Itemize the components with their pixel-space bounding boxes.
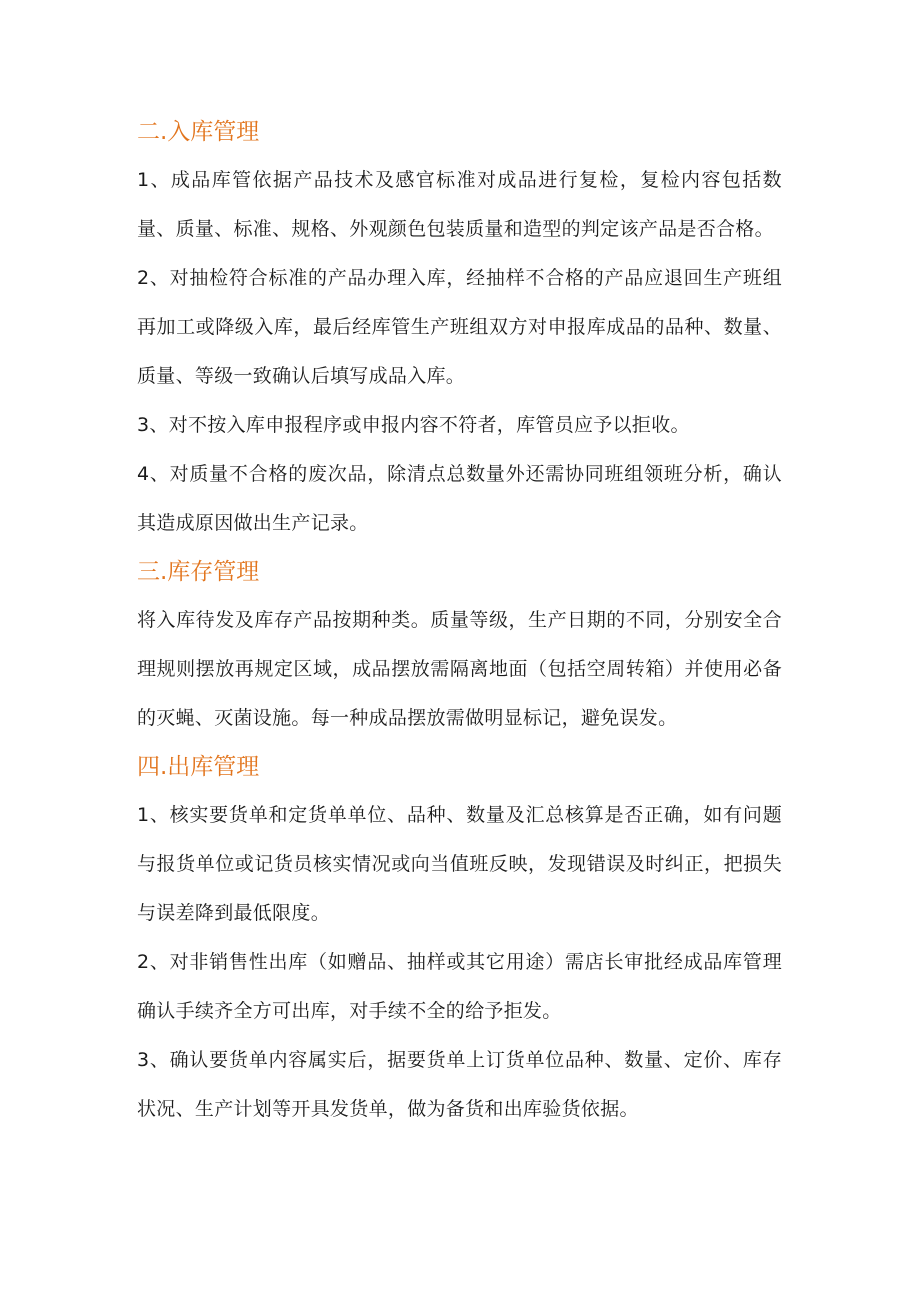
section-inbound — [137, 108, 782, 548]
section-heading-outbound: 四.出库管理 — [137, 754, 260, 780]
section-heading-inbound: 二.入库管理 — [137, 119, 260, 145]
paragraph: 4、对质量不合格的废次品，除清点总数量外还需协同班组领班分析，确认其造成原因做出生产记录。 — [137, 463, 782, 534]
paragraph: 3、对不按入库申报程序或申报内容不符者，库管员应予以拒收。 — [137, 414, 690, 436]
paragraph: 3、确认要货单内容属实后，据要货单上订货单位品种、数量、定价、库存状况、生产计划等开具发货单，做为备货和出库验货依据。 — [137, 1049, 782, 1120]
section-inventory — [137, 548, 782, 743]
paragraph: 1、核实要货单和定货单单位、品种、数量及汇总核算是否正确，如有问题与报货单位或记货员核实情况或向当值班反映，发现错误及时纠正，把损失与误差降到最低限度。 — [137, 804, 782, 924]
paragraph: 2、对非销售性出库（如赠品、抽样或其它用途）需店长审批经成品库管理确认手续齐全方可出库，对手续不全的给予拒发。 — [137, 951, 782, 1022]
document-body — [137, 108, 782, 1134]
paragraph: 将入库待发及库存产品按期种类。质量等级，生产日期的不同，分别安全合理规则摆放再规定区域，成品摆放需隔离地面（包括空周转箱）并使用必备的灭蝇、灭菌设施。每一种成品摆放需做明显标记，避免误发。 — [137, 609, 782, 729]
paragraph: 1、成品库管依据产品技术及感官标准对成品进行复检，复检内容包括数量、质量、标准、规格、外观颜色包装质量和造型的判定该产品是否合格。 — [137, 169, 782, 240]
section-outbound — [137, 743, 782, 1134]
section-heading-inventory: 三.库存管理 — [137, 559, 260, 585]
paragraph: 2、对抽检符合标准的产品办理入库，经抽样不合格的产品应退回生产班组再加工或降级入库，最后经库管生产班组双方对申报库成品的品种、数量、质量、等级一致确认后填写成品入库。 — [137, 267, 782, 387]
